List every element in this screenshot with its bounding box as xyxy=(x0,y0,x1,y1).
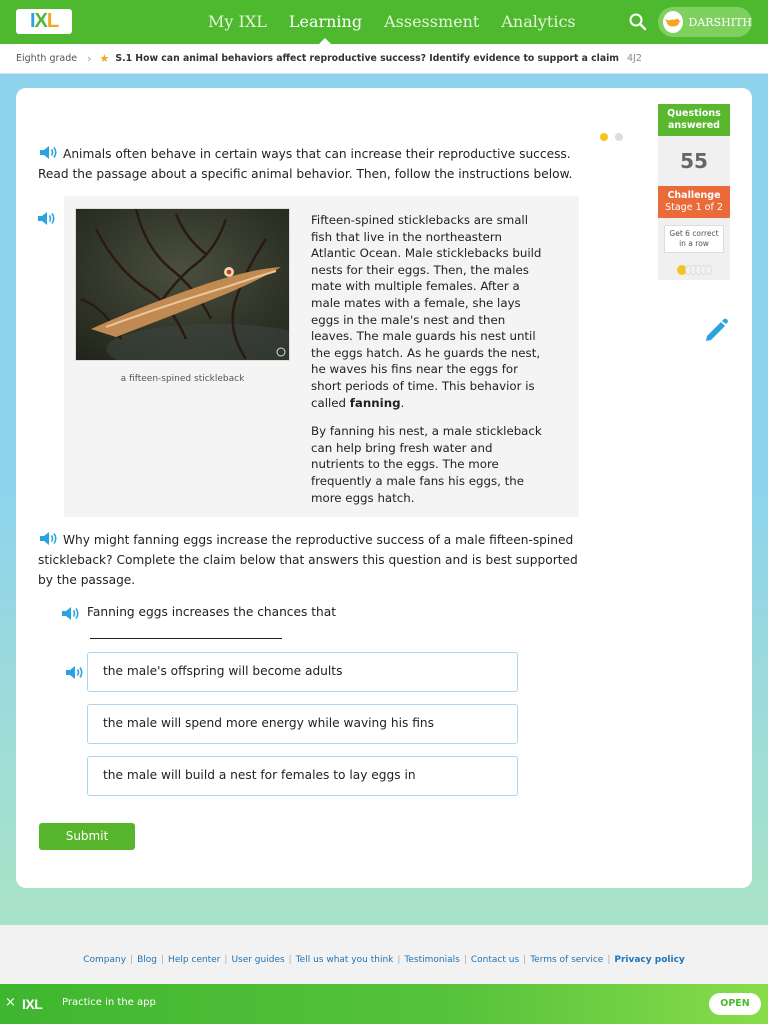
footer-link-user-guides[interactable]: User guides xyxy=(231,955,285,965)
pencil-icon[interactable] xyxy=(702,314,732,344)
stickleback-photo xyxy=(75,208,290,361)
footer-link-privacy[interactable]: Privacy policy xyxy=(614,955,685,965)
passage xyxy=(64,196,579,517)
app-banner xyxy=(0,984,768,1024)
footer xyxy=(0,925,768,985)
bird-avatar-icon xyxy=(665,16,681,28)
breadcrumb-skill: S.1 How can animal behaviors affect reproductive success? Identify evidence to support a claim xyxy=(115,53,619,64)
footer-link-help-center[interactable]: Help center xyxy=(168,955,221,965)
speaker-icon[interactable] xyxy=(38,530,59,547)
search-icon[interactable] xyxy=(628,12,648,32)
breadcrumb xyxy=(0,44,768,74)
avatar xyxy=(663,11,683,33)
open-app-button[interactable]: OPEN xyxy=(709,993,761,1015)
submit-button[interactable]: Submit xyxy=(39,823,135,850)
ixl-logo[interactable]: IXL xyxy=(16,9,72,34)
speaker-icon[interactable] xyxy=(38,144,59,161)
nav-analytics[interactable]: Analytics xyxy=(501,12,576,31)
answer-choice-2[interactable]: the male will spend more energy while waving his fins xyxy=(87,704,518,744)
nav-learning[interactable]: Learning xyxy=(289,0,362,44)
ixl-logo: IXL xyxy=(22,996,43,1012)
questions-answered-label: Questions answered xyxy=(658,104,730,136)
stats-panel xyxy=(658,104,730,280)
top-nav xyxy=(0,0,768,44)
user-menu[interactable] xyxy=(658,7,752,37)
footer-links: Company | Blog | Help center | User guides | Tell us what you think | Testimonials | Contact us | Terms of service | Privacy policy xyxy=(83,955,685,965)
challenge-title: Challenge xyxy=(667,190,721,201)
image-caption: a fifteen-spined stickleback xyxy=(120,374,245,384)
passage-text xyxy=(311,212,543,506)
footer-link-contact[interactable]: Contact us xyxy=(470,955,520,965)
challenge-progress xyxy=(658,260,730,279)
app-banner-text: Practice in the app xyxy=(62,997,156,1008)
intro-label: Animals often behave in certain ways that can increase their reproductive success. Read the passage about a specific animal behavior. Then, follow the instructions below. xyxy=(38,147,573,181)
user-name: DARSHITH xyxy=(688,15,752,29)
footer-link-terms[interactable]: Terms of service xyxy=(530,955,604,965)
nav-my-ixl[interactable]: My IXL xyxy=(208,12,267,31)
speaker-icon[interactable] xyxy=(36,210,57,227)
nav-assessment[interactable]: Assessment xyxy=(384,12,480,31)
challenge-body xyxy=(658,218,730,280)
answer-choice-3[interactable]: the male will build a nest for females to lay eggs in xyxy=(87,756,518,796)
progress-dot xyxy=(615,133,623,141)
chevron-right-icon: › xyxy=(87,52,92,65)
skill-code: 4J2 xyxy=(627,53,642,64)
answer-blank[interactable] xyxy=(90,625,282,639)
intro-text xyxy=(38,144,578,184)
breadcrumb-grade[interactable]: Eighth grade xyxy=(16,53,78,64)
passage-paragraph-2: By fanning his nest, a male stickleback can help bring fresh water and nutrients to the eggs. The more frequently a male fans his eggs, the more eggs hatch. xyxy=(311,424,542,505)
challenge-header xyxy=(658,186,730,218)
questions-answered-count: 55 xyxy=(658,136,730,186)
question-text xyxy=(38,530,578,590)
practice-card xyxy=(16,88,752,888)
footer-link-company[interactable]: Company xyxy=(83,955,127,965)
claim-text: Fanning eggs increases the chances that xyxy=(87,605,336,619)
passage-paragraph-1: Fifteen-spined sticklebacks are small fish that live in the northeastern Atlantic Ocean. Male sticklebacks build nests for their eggs. Then, the males mate with multiple females. After a male mates with a female, she lays eggs in the male's nest and then leaves. The male guards his nest until the eggs hatch. As he guards the nest, he waves his fins near the eggs for short periods of time. This behavior is called fanning. xyxy=(311,213,542,410)
answer-choice-1[interactable]: the male's offspring will become adults xyxy=(87,652,518,692)
footer-link-testimonials[interactable]: Testimonials xyxy=(404,955,460,965)
challenge-stage: Stage 1 of 2 xyxy=(665,202,723,213)
nav-links xyxy=(208,0,598,44)
progress-dots xyxy=(600,126,625,145)
challenge-goal: Get 6 correct in a row xyxy=(664,225,724,253)
speaker-icon[interactable] xyxy=(60,605,81,622)
speaker-icon[interactable] xyxy=(64,664,85,681)
footer-link-feedback[interactable]: Tell us what you think xyxy=(295,955,394,965)
footer-link-blog[interactable]: Blog xyxy=(137,955,157,965)
close-icon[interactable]: × xyxy=(5,995,16,1010)
question-label: Why might fanning eggs increase the reproductive success of a male fifteen-spined stickleback? Complete the claim below that answers this question and is best supported by the passage. xyxy=(38,533,578,587)
progress-dot-active xyxy=(600,133,608,141)
star-icon: ★ xyxy=(99,52,110,65)
